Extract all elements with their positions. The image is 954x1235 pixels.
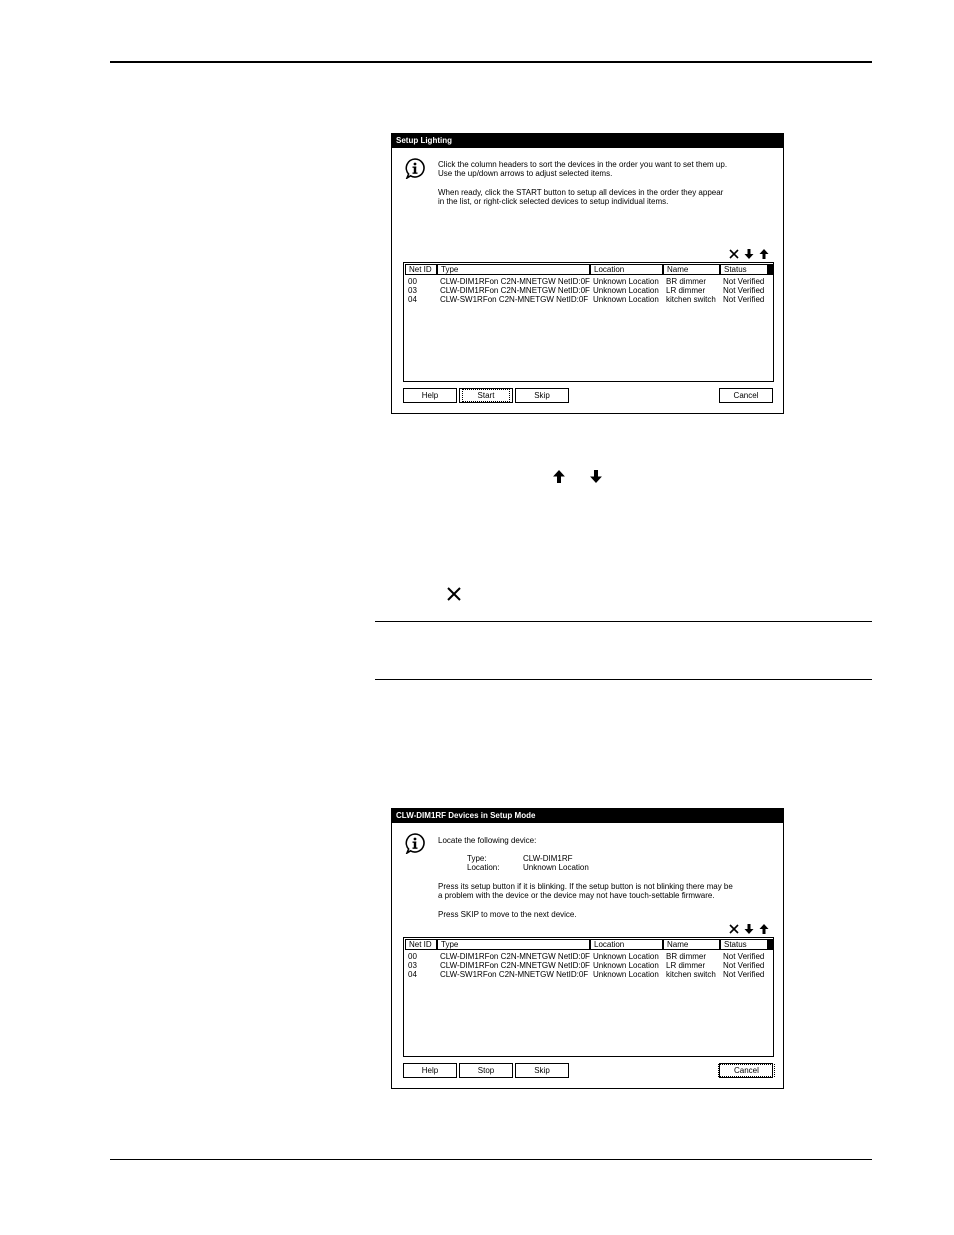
skip-button[interactable]: Skip: [515, 388, 569, 403]
location-label: Location:: [467, 863, 500, 872]
arrow-up-icon[interactable]: [759, 249, 769, 259]
device-list[interactable]: Net ID Type Location Name Status 00 CLW-DIM1RFon C2N-MNETGW NetID:0F Unknown Location BR dimmer Not Verified 03 CLW-DIM1RFon C2N-MNETGW NetID:0F Unknown Location LR dimmer Not Verified 04 CLW-SW1RFon C2N-MNETGW NetID:0F Unknown Location kitchen switch Not Verified: [403, 262, 774, 382]
col-header-type[interactable]: Type: [437, 939, 590, 950]
col-header-netid[interactable]: Net ID: [405, 264, 437, 275]
setup-lighting-dialog: [391, 133, 784, 414]
instruction-line-3: Press SKIP to move to the next device.: [438, 910, 577, 919]
arrow-down-icon: [590, 470, 602, 483]
col-header-location[interactable]: Location: [590, 264, 663, 275]
cancel-button[interactable]: Cancel: [719, 388, 773, 403]
col-header-location[interactable]: Location: [590, 939, 663, 950]
info-icon: [404, 157, 426, 179]
arrow-down-icon[interactable]: [744, 924, 754, 934]
help-button[interactable]: Help: [403, 1063, 457, 1078]
help-button[interactable]: Help: [403, 388, 457, 403]
note-top-rule: [375, 621, 872, 622]
device-list[interactable]: Net ID Type Location Name Status 00 CLW-DIM1RFon C2N-MNETGW NetID:0F Unknown Location BR dimmer Not Verified 03 CLW-DIM1RFon C2N-MNETGW NetID:0F Unknown Location LR dimmer Not Verified 04 CLW-SW1RFon C2N-MNETGW NetID:0F Unknown Location kitchen switch Not Verified: [403, 937, 774, 1057]
col-header-name[interactable]: Name: [663, 264, 720, 275]
delete-x-icon[interactable]: [729, 924, 739, 934]
bottom-rule: [110, 1159, 872, 1160]
devices-in-setup-mode-dialog: [391, 808, 784, 1089]
top-rule: [110, 61, 872, 63]
instruction-line-1: Click the column headers to sort the devices in the order you want to set them up.: [438, 160, 728, 169]
list-toolbar: [729, 923, 769, 935]
delete-x-icon[interactable]: [729, 249, 739, 259]
instruction-line-2: Use the up/down arrows to adjust selected items.: [438, 169, 613, 178]
type-value: CLW-DIM1RF: [523, 854, 573, 863]
stop-button[interactable]: Stop: [459, 1063, 513, 1078]
dialog-title: Setup Lighting: [392, 134, 783, 148]
instruction-line-3: When ready, click the START button to setup all devices in the order they appear: [438, 188, 724, 197]
delete-x-icon: [447, 587, 461, 601]
arrow-down-icon[interactable]: [744, 249, 754, 259]
list-toolbar: [729, 248, 769, 260]
col-header-status[interactable]: Status: [720, 939, 768, 950]
dialog-title: CLW-DIM1RF Devices in Setup Mode: [392, 809, 783, 823]
arrow-up-icon[interactable]: [759, 924, 769, 934]
instruction-line-4: in the list, or right-click selected devices to setup individual items.: [438, 197, 669, 206]
col-header-status[interactable]: Status: [720, 264, 768, 275]
info-icon: [404, 832, 426, 854]
note-bottom-rule: [375, 679, 872, 680]
col-header-filler: [768, 939, 773, 950]
skip-button[interactable]: Skip: [515, 1063, 569, 1078]
start-button[interactable]: Start: [459, 388, 513, 403]
instruction-line-2: a problem with the device or the device may not have touch-settable firmware.: [438, 891, 715, 900]
col-header-name[interactable]: Name: [663, 939, 720, 950]
arrow-up-icon: [553, 470, 565, 483]
col-header-filler: [768, 264, 773, 275]
col-header-type[interactable]: Type: [437, 264, 590, 275]
location-value: Unknown Location: [523, 863, 589, 872]
col-header-netid[interactable]: Net ID: [405, 939, 437, 950]
instruction-line-1: Press its setup button if it is blinking. If the setup button is not blinking there may be: [438, 882, 733, 891]
cancel-button[interactable]: Cancel: [719, 1063, 773, 1078]
locate-text: Locate the following device:: [438, 836, 537, 845]
type-label: Type:: [467, 854, 487, 863]
